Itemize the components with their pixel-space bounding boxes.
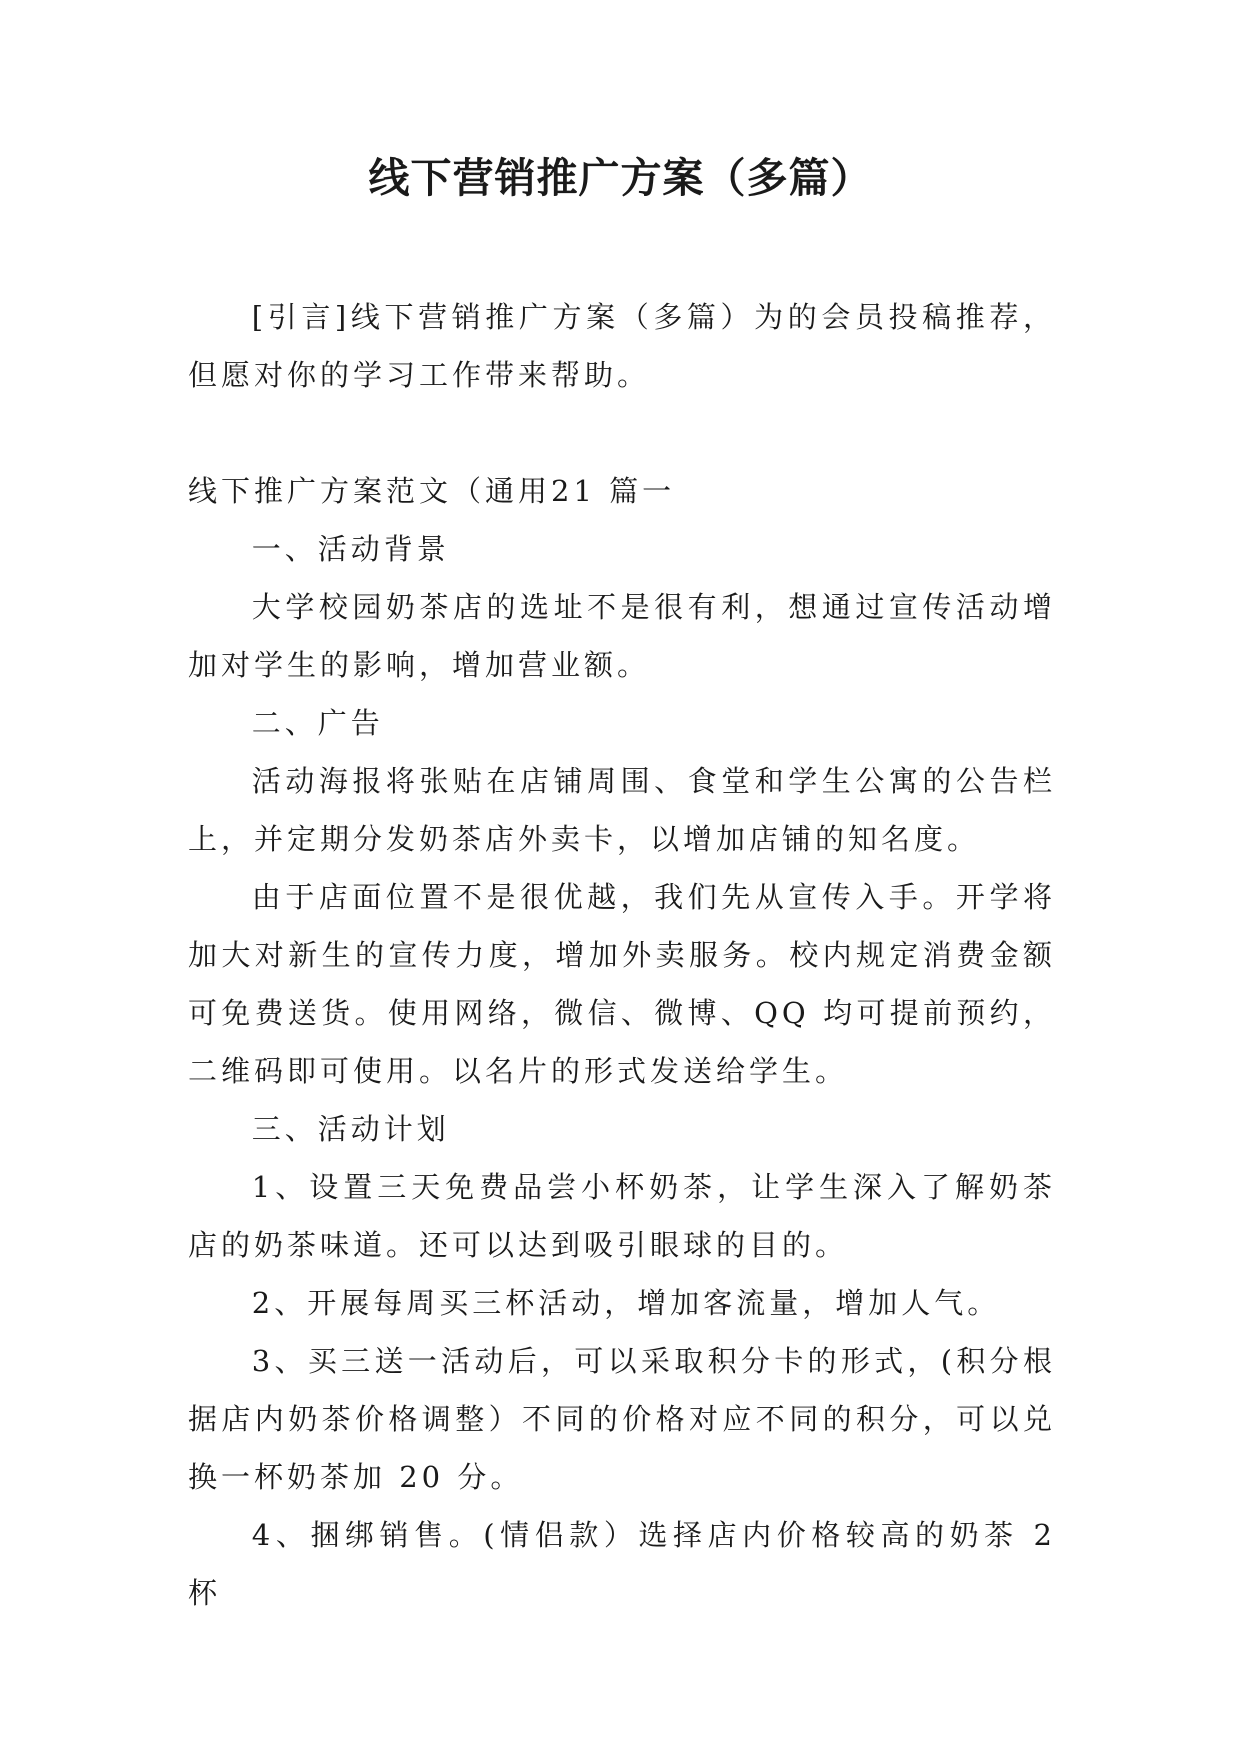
heading-background: 一、活动背景 [251,532,450,566]
paragraph-posters: 活动海报将张贴在店铺周围、食堂和学生公寓的公告栏上，并定期分发奶茶店外卖卡，以增加店铺的知名度。 [188,764,1056,856]
plan-item-3: 3、买三送一活动后，可以采取积分卡的形式，(积分根据店内奶茶价格调整）不同的价格对应不同的积分，可以兑换一杯奶茶加 20 分。 [188,1344,1056,1494]
plan-item-4: 4、捆绑销售。(情侣款）选择店内价格较高的奶茶 2 杯 [188,1518,1056,1610]
heading-advertising: 二、广告 [251,706,384,740]
plan-item-1: 1、设置三天免费品尝小杯奶茶，让学生深入了解奶茶店的奶茶味道。还可以达到吸引眼球的目的。 [188,1170,1056,1262]
intro-paragraph: [引言]线下营销推广方案（多篇）为的会员投稿推荐，但愿对你的学习工作带来帮助。 [188,300,1056,392]
paragraph-background: 大学校园奶茶店的选址不是很有利，想通过宣传活动增加对学生的影响，增加营业额。 [188,590,1056,682]
document-title: 线下营销推广方案（多篇） [368,154,873,202]
paragraph-gap [188,404,1056,462]
paragraph-promotion: 由于店面位置不是很优越，我们先从宣传入手。开学将加大对新生的宣传力度，增加外卖服务。校内规定消费金额可免费送货。使用网络，微信、微博、QQ 均可提前预约，二维码即可使用。以名片的形式发送给学生。 [188,880,1056,1088]
section-title: 线下推广方案范文（通用21 篇一 [188,474,676,508]
plan-item-2: 2、开展每周买三杯活动，增加客流量，增加人气。 [251,1286,1001,1320]
document-body [188,288,1056,1622]
heading-plan: 三、活动计划 [251,1112,450,1146]
